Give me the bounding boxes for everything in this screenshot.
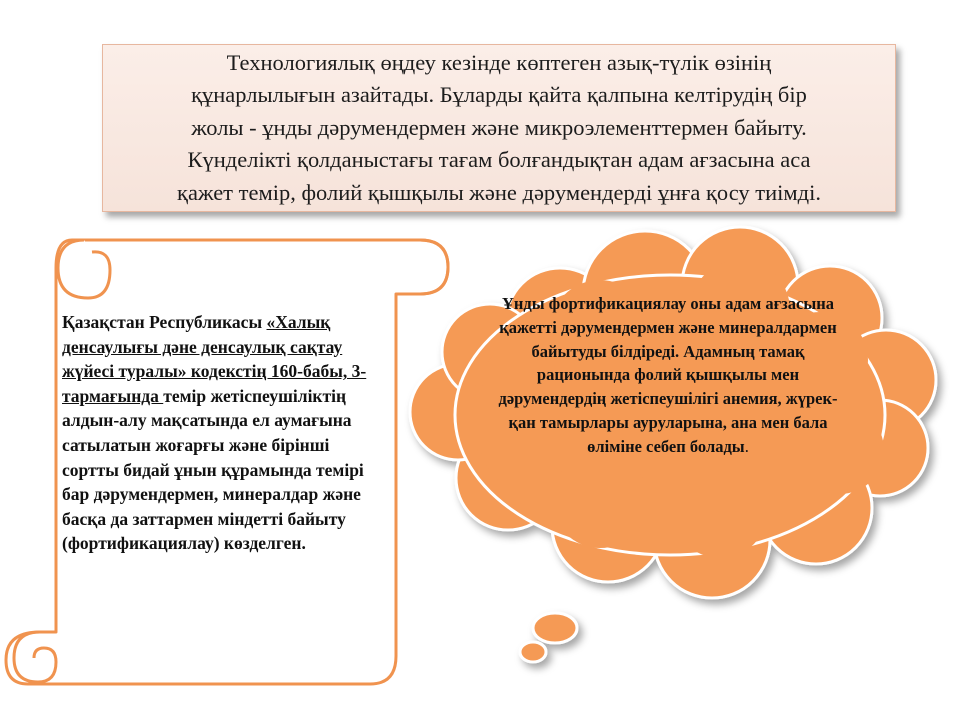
scroll-rest: темір жетіспеушіліктің алдын-алу мақсатында ел аумағына сатылатын жоғарғы және бірінші сортты бидай ұнын құрамында темірі бар дәрумендермен, минералдар және басқа да заттармен міндетті байыту (фортификациялау) көзделген. [62, 385, 364, 554]
scroll-text [62, 310, 380, 556]
cloud-end-punct: . [744, 436, 749, 456]
intro-line-1: Технологиялық өңдеу кезінде көптеген азық-түлік өзінің [226, 49, 772, 75]
intro-line-5: қажет темір, фолий қышқылы және дәрумендерді ұнға қосу тиімді. [177, 179, 821, 205]
cloud-text [490, 292, 846, 459]
intro-line-4: Күнделікті қолданыстағы тағам болғандықтан адам ағзасына аса [187, 147, 811, 173]
intro-line-2: құнарлылығын азайтады. Бұларды қайта қалпына келтірудің бір [191, 82, 807, 108]
intro-line-3: жолы - ұнды дәрумендермен және микроэлементтермен байыту. [191, 114, 807, 140]
cloud-main-text: Ұнды фортификациялау оны адам ағзасына қажетті дәрумендермен және минералдармен байытуды білдіреді. Адамның тамақ рационында фолий қышқылы мен дәрумендердің жетіспеушілігі анемия, жүрек-қан тамырлары ауруларына, ана мен бала өліміне себеп болады [498, 294, 838, 456]
code-reference: «Халық денсаулығы дәне денсаулық сақтау жүйесі туралы» кодекстің 160-бабы, 3-тармағында [62, 312, 367, 406]
scroll-intro: Қазақстан Республикасы [62, 312, 267, 332]
